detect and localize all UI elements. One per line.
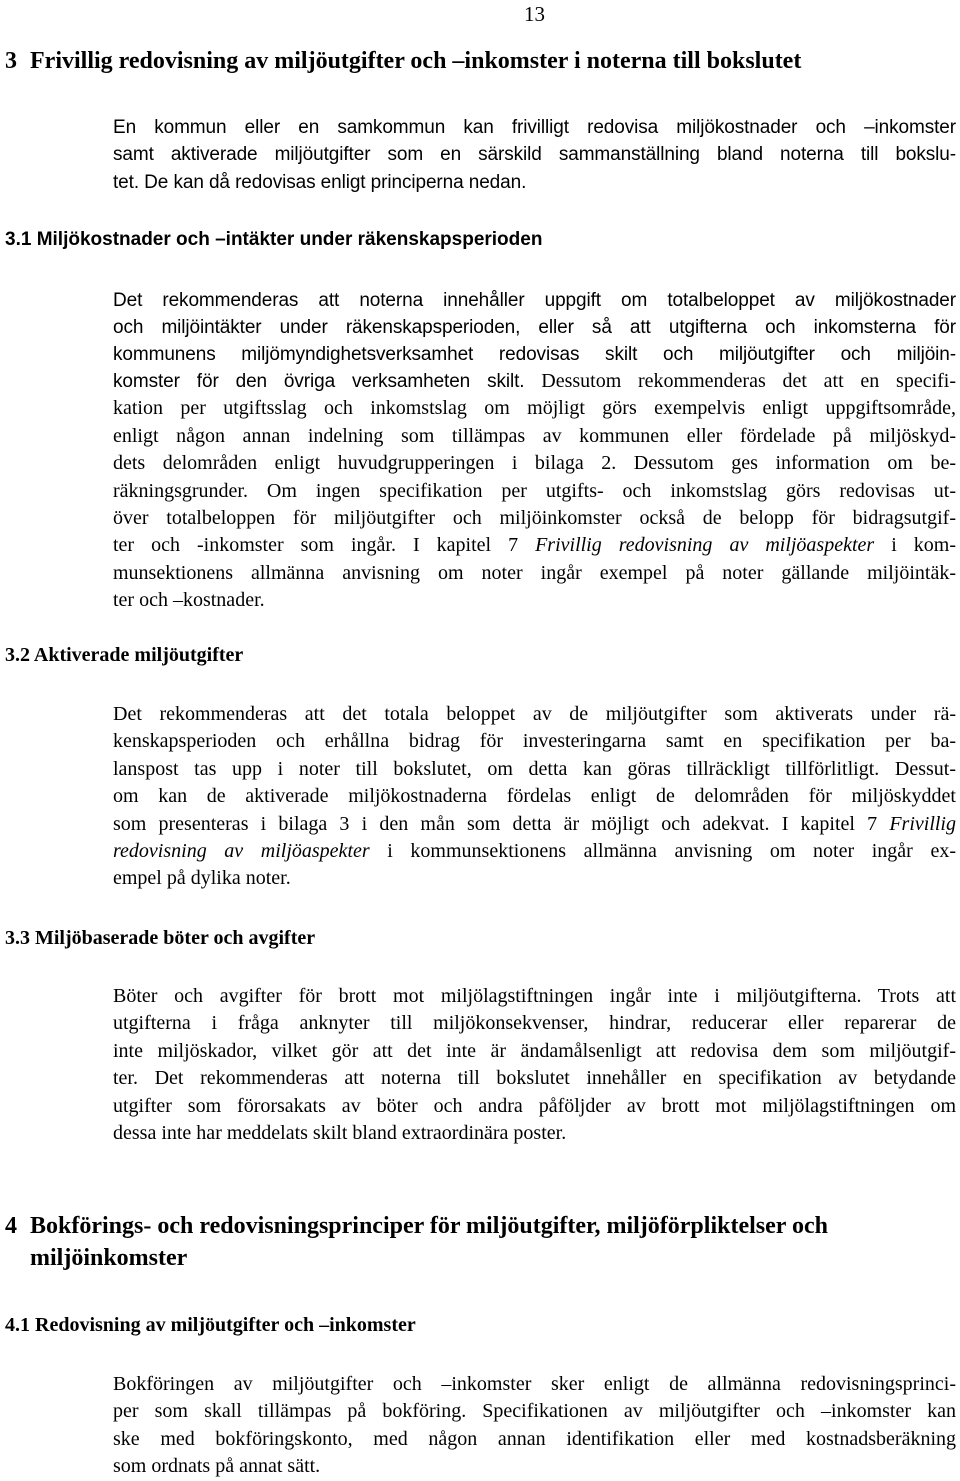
body-line: och miljöintäkter under räkenskapsperioden, eller så att utgifterna och inkomsterna för <box>113 317 956 339</box>
section-3-3-heading: 3.3 Miljöbaserade böter och avgifter <box>5 927 316 949</box>
body-line: lanspost tas upp i noter till bokslutet, om detta kan göras tillräckligt tillförlitligt. Dessut- <box>113 757 956 780</box>
body-line: dessa inte har meddelats skilt bland extraordinära poster. <box>113 1122 567 1145</box>
body-line: Böter och avgifter för brott mot miljölagstiftningen ingår inte i miljöutgifterna. Trots att <box>113 985 956 1007</box>
section-3-intro <box>113 114 956 196</box>
body-line: enligt någon annan indelning som tillämpas av kommunen eller fördelade på miljöskyd- <box>113 424 956 447</box>
body-line: kation per utgiftsslag och inkomstslag om möjligt görs exempelvis enligt uppgiftsområde, <box>113 397 956 420</box>
body-fragment: som presenteras i bilaga 3 i den mån som detta är möjligt och adekvat. I kapitel 7 <box>113 812 890 835</box>
italic-reference: Frivillig redovisning av miljöaspekter <box>535 534 875 557</box>
section-4-title-line-1: Bokförings- och redovisningsprinciper för miljöutgifter, miljöförpliktelser och <box>30 1213 828 1239</box>
body-line: om kan de aktiverade miljökostnaderna fördelas enligt de delområden för miljöskyddet <box>113 785 956 808</box>
body-fragment: ter och -inkomster som ingår. I kapitel 7 <box>113 534 536 557</box>
section-3-2-body <box>113 701 956 893</box>
section-3-title: Frivillig redovisning av miljöutgifter och –inkomster i noterna till bokslutet <box>30 48 802 74</box>
body-line: ter och –kostnader. <box>113 589 265 612</box>
section-3-2-heading: 3.2 Aktiverade miljöutgifter <box>5 644 244 666</box>
body-line: munsektionens allmänna anvisning om noter ingår exempel på noter gällande miljöintäk- <box>113 561 956 584</box>
body-line: dets delområden enligt huvudgrupperingen i bilaga 2. Dessutom ges information om be- <box>113 452 956 475</box>
body-line: inte miljöskador, vilket gör att det inte är ändamålsenligt att redovisa dem som miljöutgif- <box>113 1039 956 1062</box>
body-line: empel på dylika noter. <box>113 867 291 890</box>
body-fragment: i kom- <box>874 534 956 557</box>
intro-line: tet. De kan då redovisas enligt principerna nedan. <box>113 171 527 193</box>
body-line <box>113 838 956 865</box>
intro-line: samt aktiverade miljöutgifter som en särskild sammanställning bland noterna till bokslu- <box>113 144 956 166</box>
section-3-heading <box>5 45 801 77</box>
section-3-1-heading: 3.1 Miljökostnader och –intäkter under räkenskapsperioden <box>5 229 543 250</box>
italic-reference: redovisning av miljöaspekter <box>113 840 370 863</box>
section-3-3-body <box>113 983 956 1147</box>
body-fragment: Dessutom rekommenderas det att en specifi- <box>541 370 957 392</box>
section-3-1-body <box>113 368 956 615</box>
body-line: kommunens miljömyndighetsverksamhet redovisas skilt och miljöutgifter och miljöin- <box>113 344 956 366</box>
body-line <box>113 811 956 838</box>
italic-reference: Frivillig <box>889 812 956 835</box>
body-line: kenskapsperioden och erhållna bidrag för investeringarna samt en specifikation per ba- <box>113 730 956 753</box>
body-line: ske med bokföringskonto, med någon annan identifikation eller med kostnadsberäkning <box>113 1427 956 1450</box>
body-fragment: i kommunsektionens allmänna anvisning om noter ingår ex- <box>369 840 956 863</box>
body-fragment: komster för den övriga verksamheten skilt. <box>113 371 525 392</box>
body-line: Det rekommenderas att noterna innehåller uppgift om totalbeloppet av miljökostnader <box>113 290 956 311</box>
page-number: 13 <box>524 2 545 26</box>
body-line: som ordnats på annat sätt. <box>113 1455 321 1478</box>
section-4-1-heading: 4.1 Redovisning av miljöutgifter och –inkomster <box>5 1314 416 1336</box>
body-line: Det rekommenderas att det totala beloppet av de miljöutgifter som aktiverats under rä- <box>113 703 956 725</box>
body-line: Bokföringen av miljöutgifter och –inkomster sker enligt de allmänna redovisningsprinci- <box>113 1373 956 1395</box>
section-3-number: 3 <box>5 48 17 74</box>
body-line: räkningsgrunder. Om ingen specifikation per utgifts- och inkomstslag görs redovisas ut- <box>113 479 956 502</box>
body-line: utgifter som förorsakats av böter och andra påföljder av brott mot miljölagstiftningen om <box>113 1094 956 1117</box>
body-line <box>113 532 956 559</box>
section-4-number: 4 <box>5 1213 17 1239</box>
body-line: över totalbeloppen för miljöutgifter och miljöinkomster också de belopp för bidragsutgif- <box>113 507 956 530</box>
body-line <box>113 368 956 395</box>
section-4-heading <box>5 1210 828 1274</box>
body-line: utgifterna i fråga anknyter till miljökonsekvenser, hindrar, reducerar eller reparerar de <box>113 1012 956 1035</box>
body-line: per som skall tillämpas på bokföring. Specifikationen av miljöutgifter och –inkomster kan <box>113 1400 956 1423</box>
section-4-1-body <box>113 1371 956 1481</box>
section-4-title-line-2: miljöinkomster <box>30 1245 188 1271</box>
body-line: ter. Det rekommenderas att noterna till bokslutet innehåller en specifikation av betydande <box>113 1067 956 1090</box>
section-3-1-body-sans <box>113 287 956 369</box>
intro-line: En kommun eller en samkommun kan frivilligt redovisa miljökostnader och –inkomster <box>113 117 956 138</box>
